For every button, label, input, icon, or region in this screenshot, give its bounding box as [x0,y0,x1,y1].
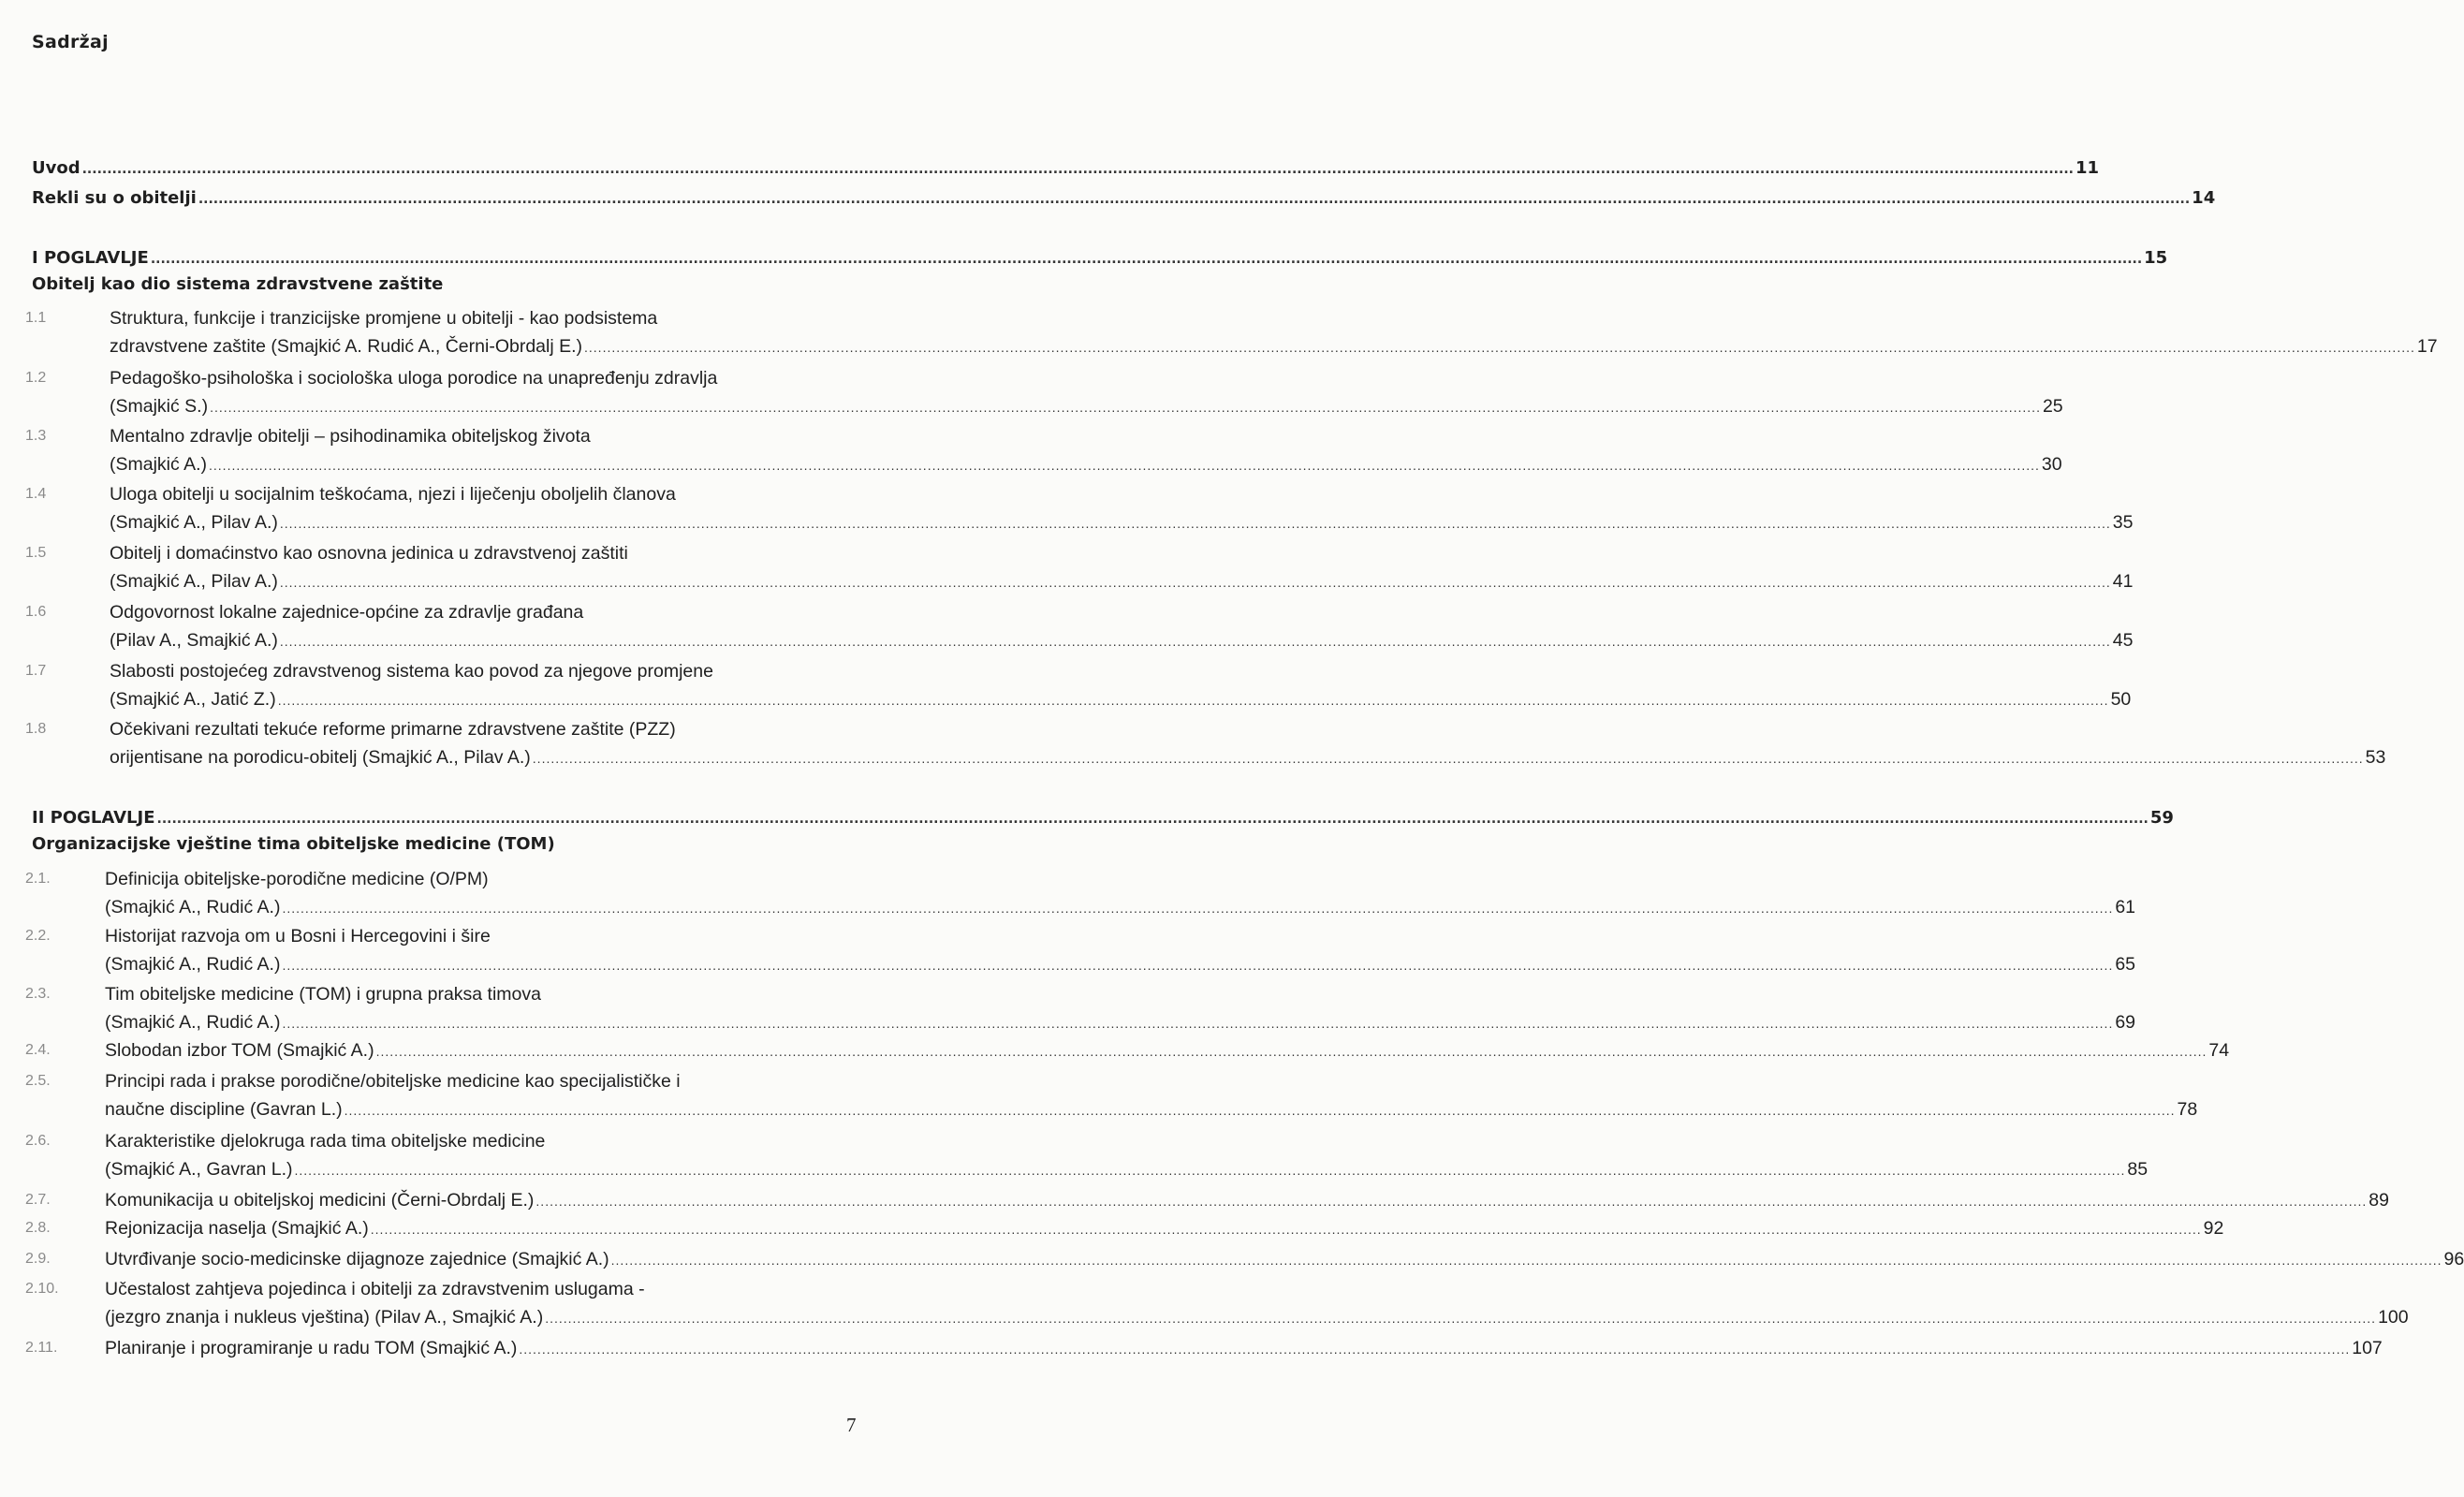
toc-entry-line [0,981,915,1007]
toc-entry-number: 1.1 [25,310,47,326]
toc-entry [105,894,2136,920]
toc-entry-number: 1.2 [25,370,47,386]
dot-leader: ................................................................................................................................................................................................................................................................................................................................................................................................................ [277,693,2109,708]
toc-entry-line [0,866,915,892]
toc-entry-number: 2.8. [25,1220,51,1236]
toc-entry-line [0,658,915,684]
toc-entry-title: Komunikacija u obiteljskoj medicini (Černi-Obrdalj E.) [105,1190,535,1211]
toc-entry-title: Utvrđivanje socio-medicinske dijagnoze zajednice (Smajkić A.) [105,1249,609,1270]
toc-entry-line-text: Obitelj i domaćinstvo kao osnovna jedinica u zdravstvenoj zaštiti [110,543,628,564]
toc-entry-number: 2.5. [25,1073,51,1089]
toc-entry-line [0,1276,915,1302]
dot-leader: ................................................................................................................................................................................................................................................................................................................................................................................................................ [156,812,2149,827]
toc-entry-page: 74 [2208,1040,2230,1061]
toc-entry-line [0,716,915,742]
toc-entry-title: (Smajkić A., Rudić A.) [105,897,281,917]
dot-leader: ................................................................................................................................................................................................................................................................................................................................................................................................................ [294,1163,2126,1178]
toc-entry-line [0,1128,915,1154]
toc-entry-title: (Smajkić S.) [110,396,209,417]
toc-entry-line-text: Očekivani rezultati tekuće reforme primarne zdravstvene zaštite (PZZ) [110,719,676,740]
toc-entry-line-text: Principi rada i prakse porodične/obiteljske medicine kao specijalističke i [105,1071,681,1092]
toc-entry-line [0,540,915,566]
chapter2-subtitle: Organizacijske vještine tima obiteljske medicine (TOM) [32,834,555,854]
dot-leader: ................................................................................................................................................................................................................................................................................................................................................................................................................ [282,901,2114,916]
toc-entry-uvod [32,155,2100,182]
dot-leader: ................................................................................................................................................................................................................................................................................................................................................................................................................ [279,634,2111,649]
toc-entry-title: orijentisane na porodicu-obitelj (Smajkić A., Pilav A.) [110,747,531,768]
toc-entry [105,1215,2224,1241]
toc-entry [105,1304,2409,1330]
toc-entry-page: 25 [2042,396,2063,417]
toc-entry [105,1187,2389,1213]
toc-entry-number: 2.4. [25,1042,51,1058]
toc-entry [105,1037,2230,1064]
toc-entry [110,686,2132,712]
dot-leader: ................................................................................................................................................................................................................................................................................................................................................................................................................ [282,958,2114,973]
dot-leader: ................................................................................................................................................................................................................................................................................................................................................................................................................ [519,1342,2351,1357]
chapter1-heading [32,245,2168,272]
chapter2-heading-title: II POGLAVLJE [32,808,155,828]
toc-entry-page: 41 [2112,571,2134,592]
dot-leader: ................................................................................................................................................................................................................................................................................................................................................................................................................ [610,1253,2442,1268]
dot-leader: ................................................................................................................................................................................................................................................................................................................................................................................................................ [282,1016,2114,1031]
toc-entry-line-text: Struktura, funkcije i tranzicijske promjene u obitelji - kao podsistema [110,308,658,329]
dot-leader: ................................................................................................................................................................................................................................................................................................................................................................................................................ [209,458,2040,473]
toc-entry [110,451,2062,477]
toc-entry-title: Planiranje i programiranje u radu TOM (Smajkić A.) [105,1338,518,1358]
toc-entry [105,1096,2198,1123]
chapter1-heading-page: 15 [2144,248,2168,268]
toc-entry-page: 107 [2352,1338,2383,1358]
toc-entry-number: 2.7. [25,1192,51,1208]
toc-entry-page: 92 [2203,1218,2224,1239]
toc-entry-number: 2.6. [25,1133,51,1149]
toc-entry-line [0,365,915,391]
chapter2-heading-page: 59 [2149,808,2174,828]
toc-entry [105,1156,2149,1182]
toc-entry-number: 2.9. [25,1251,51,1267]
toc-entry-line [0,423,915,449]
toc-entry-page: 35 [2112,512,2134,533]
dot-leader: ................................................................................................................................................................................................................................................................................................................................................................................................................ [370,1222,2202,1237]
toc-entry-line-text: Učestalost zahtjeva pojedinca i obitelji za zdravstvenim uslugama - [105,1279,645,1299]
dot-leader: ................................................................................................................................................................................................................................................................................................................................................................................................................ [545,1311,2377,1326]
toc-entry-number: 1.5 [25,545,47,561]
chapter1-subtitle: Obitelj kao dio sistema zdravstvene zaštite [32,274,444,294]
toc-entry-title: (Smajkić A., Gavran L.) [105,1159,293,1180]
toc-entry-page: 100 [2378,1307,2409,1328]
toc-entry-line-text: Karakteristike djelokruga rada tima obiteljske medicine [105,1131,546,1152]
dot-leader: ................................................................................................................................................................................................................................................................................................................................................................................................................ [375,1044,2207,1059]
toc-entry-page: 30 [2041,454,2062,475]
toc-entry-number: 1.4 [25,486,47,502]
dot-leader: ................................................................................................................................................................................................................................................................................................................................................................................................................ [198,192,2191,207]
toc-entry-line [0,923,915,949]
dot-leader: ................................................................................................................................................................................................................................................................................................................................................................................................................ [344,1103,2176,1118]
toc-entry [110,744,2386,771]
dot-leader: ................................................................................................................................................................................................................................................................................................................................................................................................................ [81,162,2074,177]
toc-entry-line-text: Uloga obitelji u socijalnim teškoćama, njezi i liječenju oboljelih članova [110,484,676,505]
toc-entry-title: Slobodan izbor TOM (Smajkić A.) [105,1040,374,1061]
toc-entry-title: Rejonizacija naselja (Smajkić A.) [105,1218,369,1239]
toc-entry [105,1246,2464,1272]
toc-entry-page: 45 [2112,630,2134,651]
dot-leader: ................................................................................................................................................................................................................................................................................................................................................................................................................ [150,252,2143,267]
toc-entry-title: (Smajkić A., Pilav A.) [110,512,278,533]
toc-entry-page: 53 [2365,747,2386,768]
toc-entry-number: 1.6 [25,604,47,620]
toc-entry-title: (Smajkić A., Rudić A.) [105,954,281,975]
toc-entry-line [0,599,915,625]
toc-entry-title: (Pilav A., Smajkić A.) [110,630,278,651]
toc-entry-uvod-page: 11 [2075,158,2100,178]
toc-entry-page: 17 [2416,336,2438,357]
chapter2-heading [32,805,2174,831]
toc-entry [110,568,2134,594]
toc-entry [105,1009,2136,1035]
page-number: 7 [846,1414,857,1436]
toc-entry-number: 2.2. [25,928,51,944]
toc-entry-title: (jezgro znanja i nukleus vještina) (Pilav A., Smajkić A.) [105,1307,544,1328]
toc-entry-line-text: Historijat razvoja om u Bosni i Hercegovini i šire [105,926,491,947]
toc-entry [110,333,2438,360]
toc-entry-uvod-title: Uvod [32,158,81,178]
toc-entry [105,1335,2383,1361]
toc-entry-line-text: Tim obiteljske medicine (TOM) i grupna praksa timova [105,984,541,1005]
dot-leader: ................................................................................................................................................................................................................................................................................................................................................................................................................ [535,1194,2368,1209]
toc-entry-page: 85 [2127,1159,2149,1180]
toc-entry-number: 2.1. [25,871,51,887]
toc-entry-number: 2.11. [25,1340,58,1356]
toc-entry-number: 2.10. [25,1281,59,1297]
toc-entry-page: 69 [2115,1012,2136,1033]
toc-entry-line [0,305,915,331]
toc-entry-title: (Smajkić A., Jatić Z.) [110,689,276,710]
toc-entry-page: 89 [2369,1190,2389,1211]
toc-entry-page: 78 [2177,1099,2198,1120]
toc-entry-rekli-title: Rekli su o obitelji [32,188,197,208]
chapter1-heading-title: I POGLAVLJE [32,248,149,268]
toc-entry-page: 96 [2443,1249,2464,1270]
toc-entry-title: (Smajkić A., Rudić A.) [105,1012,281,1033]
toc-entry-title: (Smajkić A., Pilav A.) [110,571,278,592]
dot-leader: ................................................................................................................................................................................................................................................................................................................................................................................................................ [279,516,2111,531]
toc-entry-line-text: Slabosti postojećeg zdravstvenog sistema kao povod za njegove promjene [110,661,713,682]
toc-entry [110,627,2134,653]
toc-entry-line [0,1068,915,1094]
toc-entry-line [0,481,915,507]
toc-entry-title: naučne discipline (Gavran L.) [105,1099,343,1120]
toc-entry-rekli [32,185,2216,212]
toc-entry-title: zdravstvene zaštite (Smajkić A. Rudić A., Černi-Obrdalj E.) [110,336,583,357]
toc-entry [110,393,2063,419]
page-title: Sadržaj [32,32,109,52]
dot-leader: ................................................................................................................................................................................................................................................................................................................................................................................................................ [210,400,2041,415]
toc-entry-line-text: Pedagoško-psihološka i sociološka uloga porodice na unapređenju zdravlja [110,368,718,389]
toc-entry-title: (Smajkić A.) [110,454,208,475]
toc-entry-number: 2.3. [25,986,51,1002]
toc-entry-rekli-page: 14 [2192,188,2216,208]
dot-leader: ................................................................................................................................................................................................................................................................................................................................................................................................................ [532,751,2364,766]
toc-entry-page: 65 [2115,954,2136,975]
toc-entry-line-text: Mentalno zdravlje obitelji – psihodinamika obiteljskog života [110,426,591,447]
toc-entry-number: 1.3 [25,428,47,444]
toc-entry-number: 1.8 [25,721,47,737]
toc-entry-number: 1.7 [25,663,47,679]
toc-entry-page: 50 [2110,689,2132,710]
toc-entry-line-text: Odgovornost lokalne zajednice-općine za zdravlje građana [110,602,584,623]
toc-entry-page: 61 [2115,897,2136,917]
dot-leader: ................................................................................................................................................................................................................................................................................................................................................................................................................ [584,340,2415,355]
dot-leader: ................................................................................................................................................................................................................................................................................................................................................................................................................ [279,575,2111,590]
toc-entry [110,509,2134,536]
toc-entry [105,951,2136,977]
toc-entry-line-text: Definicija obiteljske-porodične medicine (O/PM) [105,869,489,889]
